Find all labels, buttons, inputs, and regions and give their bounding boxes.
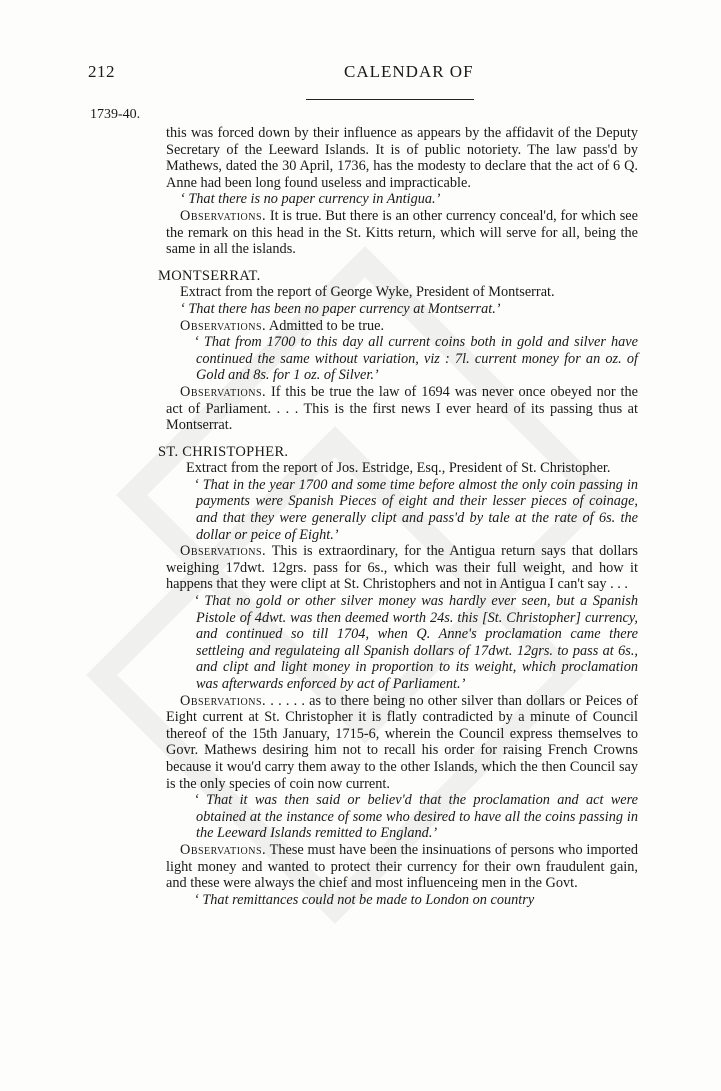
observation-text: If this be true the law of 1694 was never once obeyed nor the act of Parliament. . . . This is the first news I ever heard of its passing thus at Montserrat. (166, 383, 638, 434)
observation (166, 384, 638, 434)
extract-line: Extract from the report of Jos. Estridge, Esq., President of St. Christopher. (186, 460, 611, 477)
quote: ‘ That remittances could not be made to London on country (194, 891, 535, 908)
observation-label: Observations. (180, 692, 267, 709)
observation-text: It is true. But there is an other currency conceal'd, for which see the remark on this head in the St. Kitts return, which will serve for all, being the same in all the islands. (166, 207, 638, 258)
page-number: 212 (88, 62, 115, 81)
paragraph: this was forced down by their influence as appears by the affidavit of the Deputy Secretary of the Leeward Islands. It is of public notoriety. The law pass'd by Mathews, dated the 30 April, 1736, has the modesty to declare that the act of 6 Q. Anne had been long found useless and impracticable. (166, 125, 638, 191)
observation (166, 318, 638, 335)
quote: ‘ That in the year 1700 and some time before almost the only coin passing in payments were Spanish Pieces of eight and their lesser pieces of coinage, and that they were generally clipt and pass'd by tale at the rate of 6s. the dollar or peice of Eight.’ (194, 476, 638, 543)
section-heading-st-christopher: ST. CHRISTOPHER. (158, 443, 289, 460)
quote: ‘ That there has been no paper currency at Montserrat.’ (180, 300, 501, 317)
header-rule (306, 99, 474, 100)
quote: ‘ That it was then said or believ'd that the proclamation and act were obtained at the instance of some who desired to have all the coins passing in the Leeward Islands remitted to England.’ (194, 792, 638, 842)
quote: ‘ That there is no paper currency in Antigua.’ (180, 191, 441, 208)
observation-text: Admitted to be true. (266, 317, 385, 334)
observation (166, 543, 638, 593)
observation-label: Observations. (180, 317, 267, 334)
observation-label: Observations. (180, 841, 267, 858)
section-heading-montserrat: MONTSERRAT. (158, 267, 261, 284)
margin-year: 1739-40. (90, 107, 141, 122)
running-head: CALENDAR OF (344, 62, 474, 81)
observation (166, 208, 638, 258)
quote: ‘ That from 1700 to this day all current coins both in gold and silver have continued the same without variation, viz : 7l. current money for an oz. of Gold and 8s. for 1 oz. of Silver.’ (194, 334, 638, 384)
page-body (158, 125, 638, 908)
extract-line: Extract from the report of George Wyke, President of Montserrat. (180, 284, 555, 301)
observation-text: These must have been the insinuations of persons who imported light money and wanted to protect their currency for their own fraudulent gain, and these were always the chief and most influenceing men in the Govt. (166, 841, 638, 892)
observation-label: Observations. (180, 383, 267, 400)
quote: ‘ That no gold or other silver money was hardly ever seen, but a Spanish Pistole of 4dwt. was then deemed worth 24s. this [St. Christopher] currency, and continued so till 1704, when Q. Anne's proclamation came there settleing and regulateing all Spanish dollars of 17dwt. 12grs. to pass at 6s., and clipt and light money in proportion to its weight, which proclamation was afterwards enforced by act of Parliament.’ (194, 593, 638, 692)
observation-text: . . . . . as to there being no other silver than dollars or Peices of Eight current at St. Christopher it is flatly contradicted by a minute of Council thereof of the 15th January, 1715-6, wherein the Council express themselves to Govr. Mathews desiring him not to recall his order for raising French Crowns because it wou'd carry them away to the other Islands, which the then Council say is the only species of coin now current. (166, 692, 638, 792)
observation (166, 842, 638, 892)
observation-label: Observations. (180, 207, 267, 224)
page-header (0, 62, 721, 92)
observation-label: Observations. (180, 543, 267, 560)
observation (166, 693, 638, 793)
observation-text: This is extraordinary, for the Antigua return says that dollars weighing 17dwt. 12grs. pass for 6s., which was their full weight, and how it happens that they were clipt at St. Christophers and not in Antigua I can't say . . . (166, 543, 638, 593)
